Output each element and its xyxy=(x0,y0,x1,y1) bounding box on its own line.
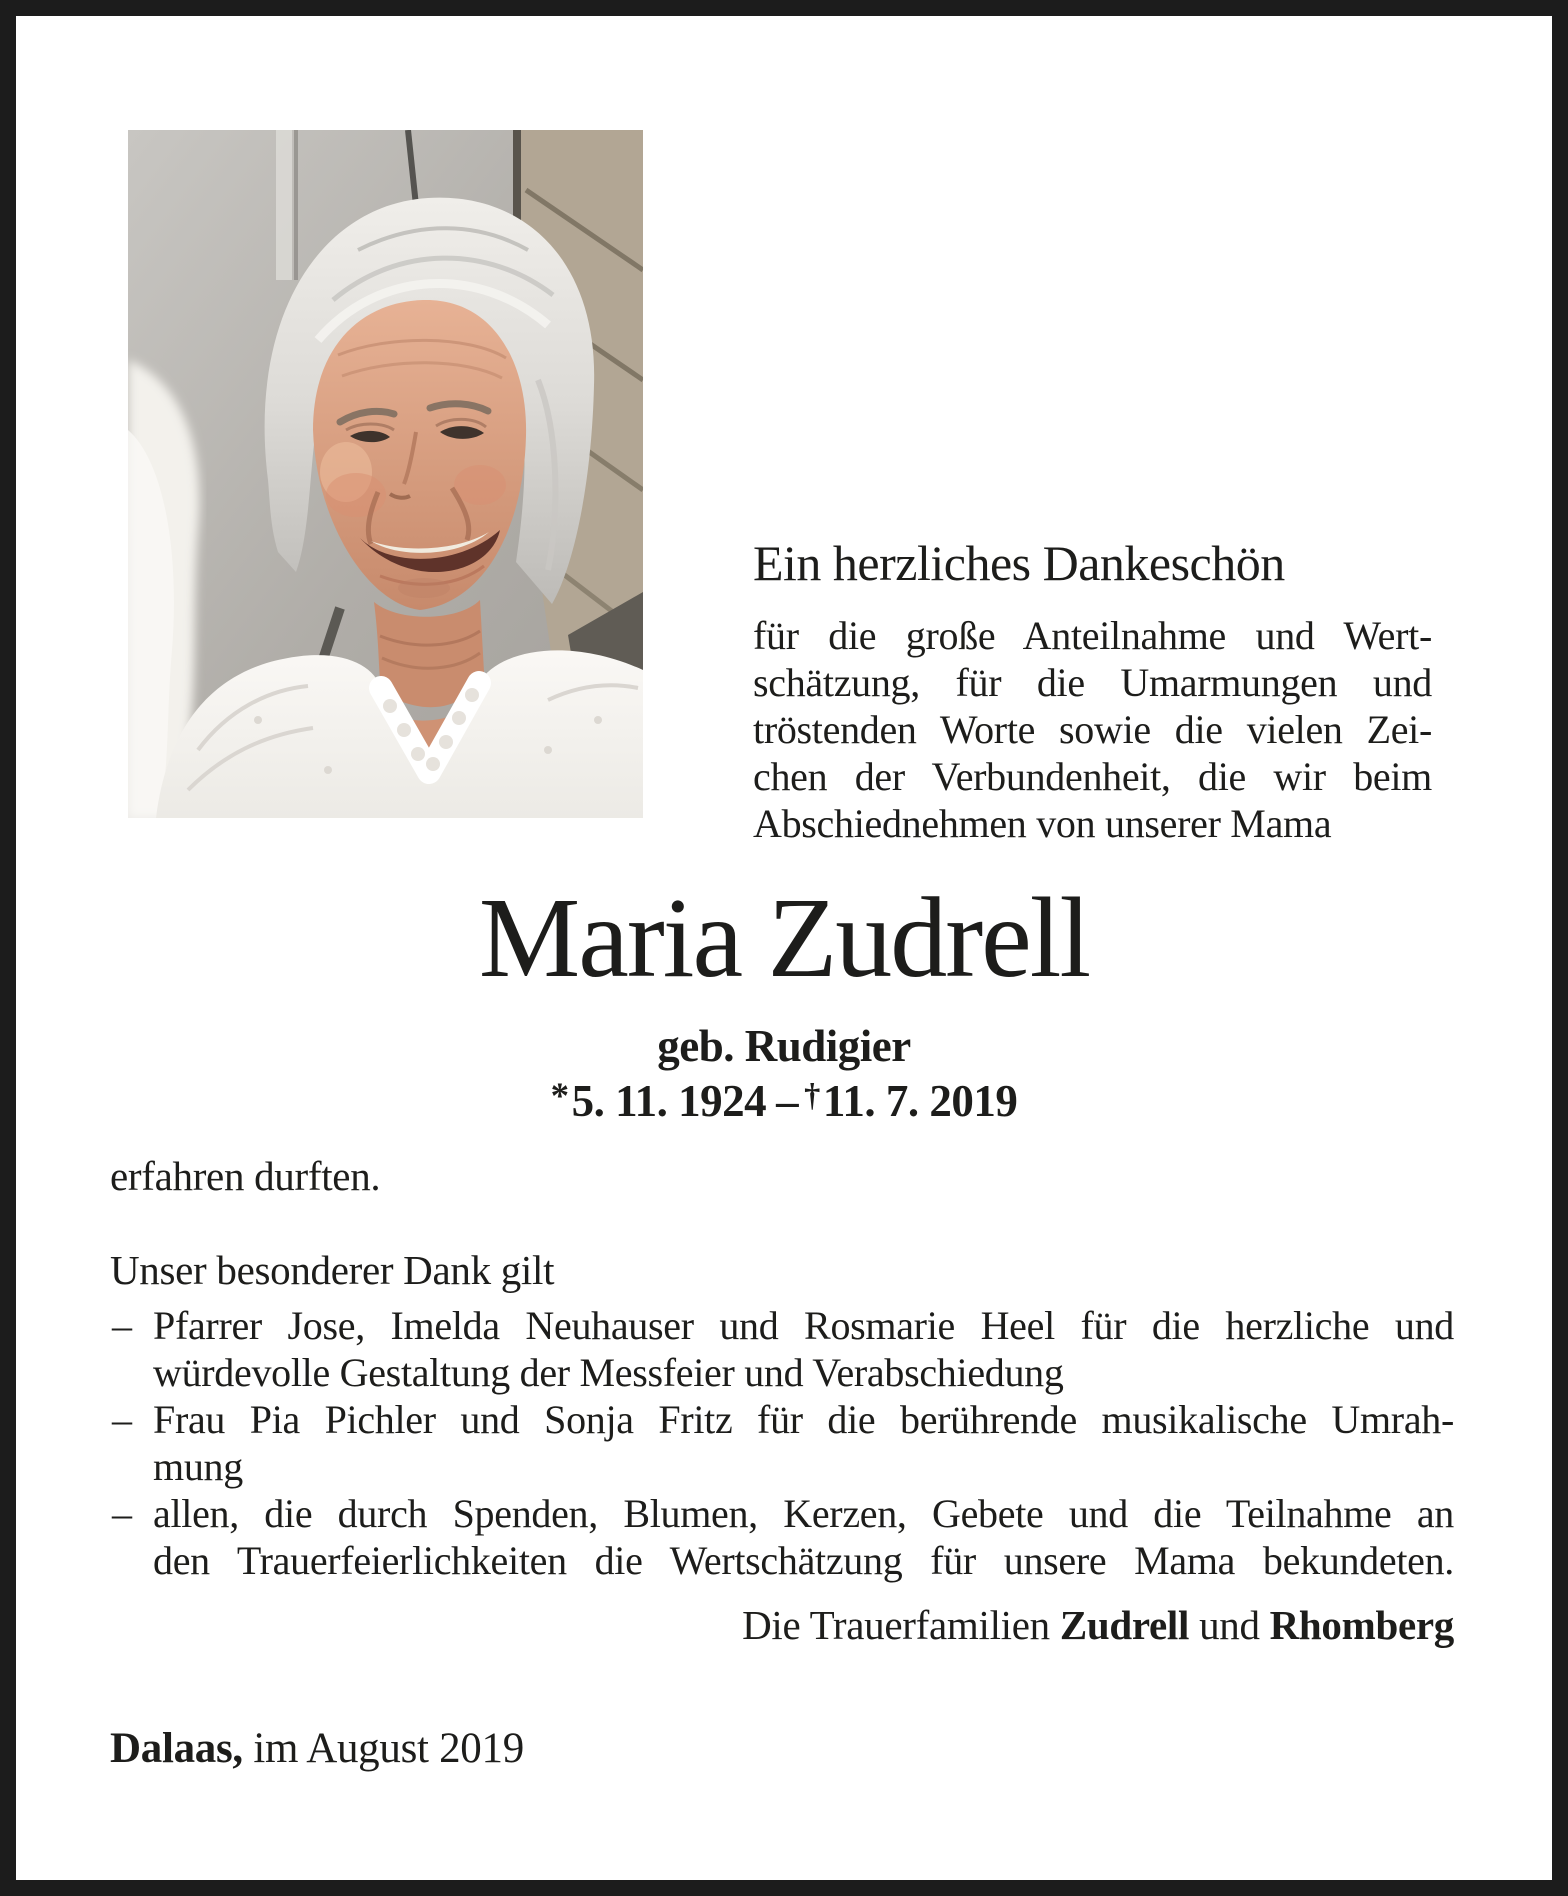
closing-conjunction: und xyxy=(1199,1602,1260,1648)
intro-line: chen der Verbundenheit, die wir beim xyxy=(753,754,1432,799)
birth-date: 5. 11. 1924 xyxy=(571,1076,767,1127)
life-dates xyxy=(64,1074,1504,1127)
thanks-list xyxy=(110,1302,1454,1584)
intro-line: Abschiednehmen von unserer Mama xyxy=(753,801,1332,846)
thanks-list-item xyxy=(110,1302,1454,1396)
intro-line: für die große Anteilnahme und Wert- xyxy=(753,613,1432,658)
thanks-item-line: Pfarrer Jose, Imelda Neuhauser und Rosmarie Heel für die herzliche und xyxy=(153,1303,1454,1348)
thanks-list-item xyxy=(110,1490,1454,1584)
bullet-dash: – xyxy=(112,1303,132,1348)
death-cross-symbol: † xyxy=(804,1078,820,1115)
closing-prefix: Die Trauerfamilien xyxy=(742,1602,1050,1648)
thanks-list-item xyxy=(110,1396,1454,1490)
thanks-item-line: Frau Pia Pichler und Sonja Fritz für die berührende musikalische Umrah- xyxy=(153,1397,1454,1442)
maiden-name: geb. Rudigier xyxy=(657,1021,911,1071)
thank-you-title: Ein herzliches Dankeschön xyxy=(753,535,1285,591)
intro-line: schätzung, für die Umarmungen und xyxy=(753,660,1432,705)
intro-line: tröstenden Worte sowie die vielen Zei- xyxy=(753,707,1432,752)
portrait-photo xyxy=(128,130,643,818)
bullet-dash: – xyxy=(112,1397,132,1442)
continuation-text: erfahren durften. xyxy=(110,1153,381,1199)
bullet-dash: – xyxy=(112,1491,132,1536)
thanks-item-line: mung xyxy=(153,1444,243,1489)
family-name-rhomberg: Rhomberg xyxy=(1269,1602,1454,1648)
thanks-intro: Unser besonderer Dank gilt xyxy=(110,1247,555,1293)
mourning-families-line xyxy=(110,1601,1454,1649)
place-date-line xyxy=(110,1724,524,1773)
dates-separator: – xyxy=(776,1076,799,1127)
thanks-item-line: den Trauerfeierlichkeiten die Wertschätzung für unsere Mama bekundeten. xyxy=(153,1538,1454,1583)
thanks-item-line: allen, die durch Spenden, Blumen, Kerzen, Gebete und die Teilnahme an xyxy=(153,1491,1454,1536)
thanks-item-line: würdevolle Gestaltung der Messfeier und Verabschiedung xyxy=(153,1350,1064,1395)
deceased-name: Maria Zudrell xyxy=(478,874,1090,1001)
birth-star-symbol: * xyxy=(550,1075,569,1116)
portrait-photo-graphic xyxy=(128,130,643,818)
issue-date: im August 2019 xyxy=(253,1725,524,1772)
place-name: Dalaas, xyxy=(110,1725,243,1772)
family-name-zudrell: Zudrell xyxy=(1059,1602,1190,1648)
death-date: 11. 7. 2019 xyxy=(822,1076,1018,1127)
intro-paragraph xyxy=(753,612,1432,847)
